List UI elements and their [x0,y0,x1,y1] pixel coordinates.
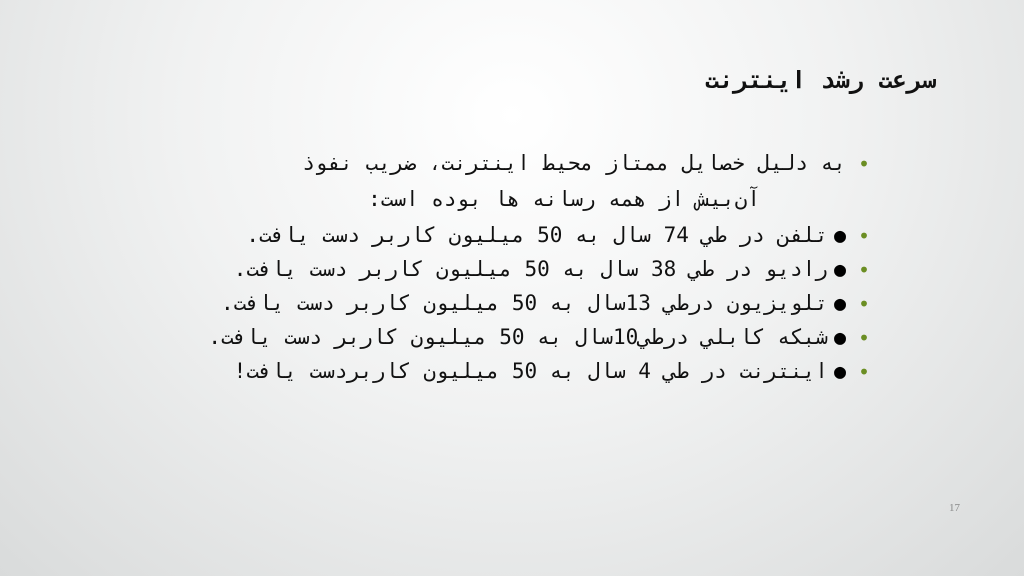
page-number: 17 [949,502,960,514]
bullet-icon: • [857,258,870,282]
item-text: شبكه كابلي درطي10سال به 50 ميليون كاربر دست يافت. [208,325,828,349]
black-dot-icon: ● [833,325,846,349]
black-dot-icon: ● [833,291,846,315]
intro-line-2: آن‌بيش از همه رسانه ها بوده است: [368,187,760,211]
black-dot-icon: ● [833,257,846,281]
list-item [152,356,870,386]
intro-line-1: به دليل خصايل ممتاز محيط اينترنت، ضريب نفوذ [302,151,846,175]
item-text: تلويزيون درطي 13سال به 50 ميليون كاربر دست يافت. [221,291,828,315]
black-dot-icon: ● [833,223,846,247]
list-item [152,148,870,178]
item-text: اينترنت در طي 4 سال به 50 ميليون كاربردست يافت! [233,359,828,383]
black-dot-icon: ● [833,359,846,383]
bullet-icon: • [857,224,870,248]
list-item [152,220,870,250]
bullet-icon: • [857,152,870,176]
list-item [152,288,870,318]
slide-title: سرعت رشد اينترنت [704,66,936,94]
list-item [152,254,870,284]
list-item [152,322,870,352]
item-text: راديو در طي 38 سال به 50 ميليون كاربر دست يافت. [233,257,828,281]
bullet-icon: • [857,326,870,350]
item-text: تلفن در طي 74 سال به 50 ميليون كاربر دست يافت. [246,223,828,247]
bullet-list [152,148,870,390]
bullet-icon: • [857,292,870,316]
bullet-icon: • [857,360,870,384]
